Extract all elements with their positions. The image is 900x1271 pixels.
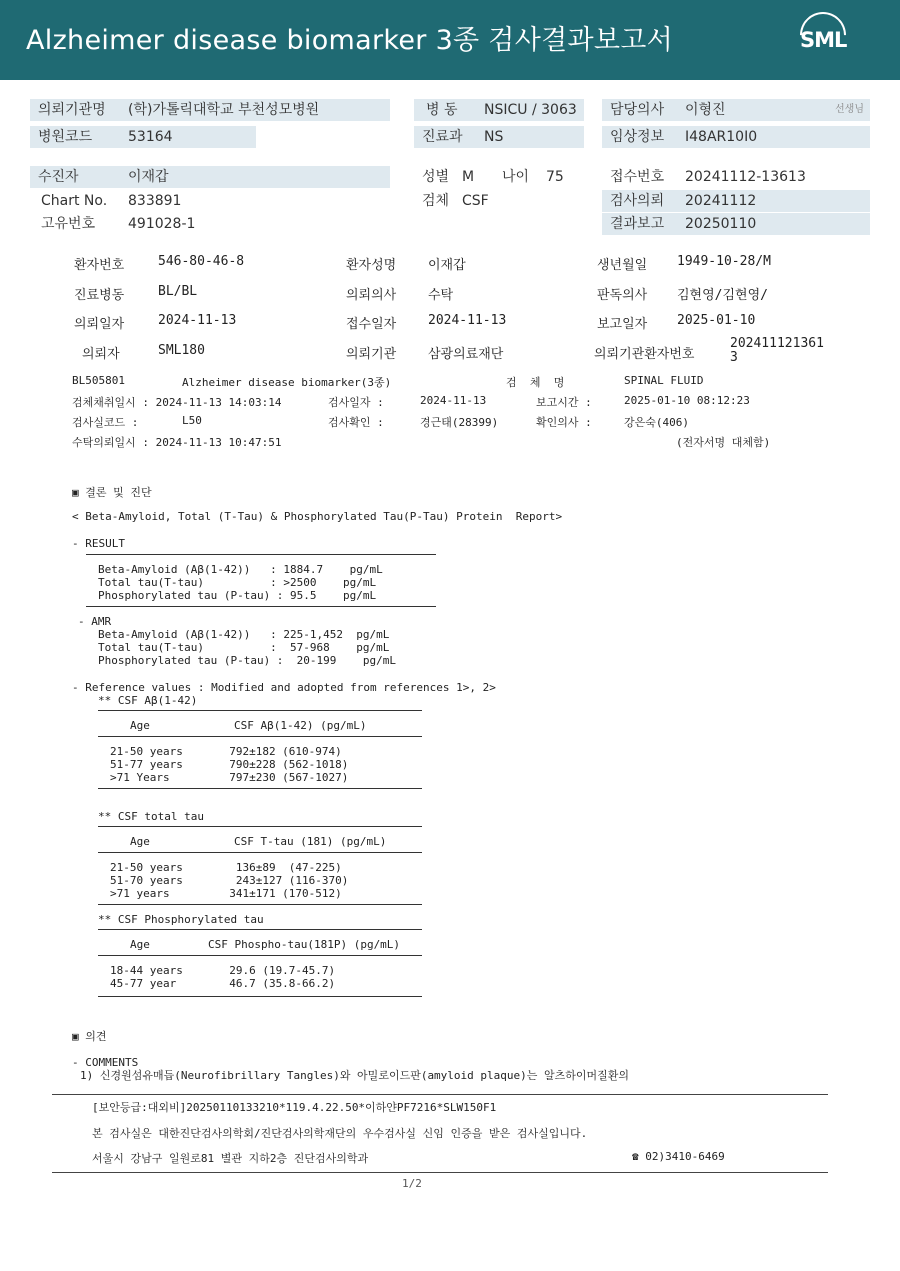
grid-r1-label3: 생년월일 — [597, 258, 648, 273]
result-row-ptau: Phosphorylated tau (P-tau) : 95.5 pg/mL — [98, 589, 377, 602]
request-label: 검사의뢰 — [610, 193, 665, 209]
grid-r1-value1: 546-80-46-8 — [158, 254, 245, 269]
security-line: [보안등급:대외비]20250110133210*119.4.22.50*이하얀PF7216*SLW150F1 — [92, 1101, 497, 1114]
grid-r4-label2: 의뢰기관 — [346, 347, 397, 362]
hospital-code-value: 53164 — [128, 129, 173, 145]
age-label: 나이 — [502, 169, 530, 185]
pt-ref-heading: ** CSF Phosphorylated tau — [98, 913, 264, 926]
chart-no-value: 833891 — [128, 193, 182, 209]
order-datetime: 수탁의뢰일시 : 2024-11-13 10:47:51 — [72, 436, 282, 449]
ab-col-age: Age — [130, 719, 150, 732]
page-number: 1/2 — [402, 1177, 422, 1190]
grid-r2-label3: 판독의사 — [597, 288, 648, 303]
ab-ref-heading: ** CSF Aβ(1-42) — [98, 694, 198, 707]
clinical-label: 임상정보 — [610, 129, 665, 145]
request-field — [602, 190, 870, 212]
result-heading: - RESULT — [72, 537, 125, 550]
test-confirm-label: 검사확인 : — [328, 416, 384, 429]
grid-r2-label2: 의뢰의사 — [346, 288, 397, 303]
grid-r2-value3: 김현영/김현영/ — [677, 288, 769, 303]
report-time-value: 2025-01-10 08:12:23 — [624, 394, 750, 407]
confirm-doctor-value: 강은숙(406) — [624, 416, 689, 429]
sml-logo — [792, 12, 854, 68]
grid-r2-label1: 진료병동 — [74, 288, 125, 303]
tt-ref-row: 21-50 years 136±89 (47-225) — [110, 861, 342, 874]
dept-label: 진료과 — [422, 129, 463, 145]
e-signature-note: (전자서명 대체함) — [676, 436, 771, 449]
lab-code-value: L50 — [182, 414, 202, 427]
test-confirm-value: 경근태(28399) — [420, 416, 499, 429]
amr-row-ttau: Total tau(T-tau) : 57-968 pg/mL — [98, 641, 390, 654]
grid-r3-value3: 2025-01-10 — [677, 313, 756, 328]
dept-value: NS — [484, 129, 504, 145]
address-line: 서울시 강남구 일원로81 별관 지하2층 진단검사의학과 — [92, 1152, 369, 1165]
divider — [98, 852, 422, 853]
grid-r4-value1: SML180 — [158, 343, 205, 358]
specimen-name-label: 검 체 명 — [506, 376, 565, 389]
specimen-field — [414, 190, 584, 212]
ward-value: NSICU / 3063 — [484, 102, 577, 118]
patient-value: 이재갑 — [128, 169, 169, 185]
grid-r3-label3: 보고일자 — [597, 317, 648, 332]
patient-field — [30, 166, 390, 188]
conclusion-heading: ▣ 결론 및 진단 — [72, 486, 152, 499]
divider — [98, 955, 422, 956]
age-value: 75 — [546, 169, 564, 185]
amr-heading: - AMR — [78, 615, 112, 628]
ab-ref-row: 51-77 years 790±228 (562-1018) — [110, 758, 349, 771]
pt-col-value: CSF Phospho-tau(181P) (pg/mL) — [208, 938, 401, 951]
test-date-label: 검사일자 : — [328, 396, 384, 409]
test-name: Alzheimer disease biomarker(3종) — [182, 376, 392, 389]
tt-ref-heading: ** CSF total tau — [98, 810, 204, 823]
divider — [98, 904, 422, 905]
report-header — [0, 0, 900, 80]
doctor-label: 담당의사 — [610, 102, 665, 118]
report-time-label: 보고시간 : — [536, 396, 592, 409]
specimen-name-value: SPINAL FLUID — [624, 374, 704, 387]
receipt-label: 접수번호 — [610, 169, 665, 185]
hospital-code-field — [30, 126, 256, 148]
comment-line-1: 1) 신경원섬유매듭(Neurofibrillary Tangles)와 아밀로이드판(amyloid plaque)는 알츠하이머질환의 — [80, 1069, 630, 1082]
collection-datetime: 검체채취일시 : 2024-11-13 14:03:14 — [72, 396, 282, 409]
grid-r4-label1: 의뢰자 — [82, 347, 120, 362]
divider — [98, 929, 422, 930]
institution-value: (학)가톨릭대학교 부천성모병원 — [128, 102, 320, 118]
grid-r1-value2: 이재갑 — [428, 258, 466, 273]
institution-field — [30, 99, 390, 121]
confirm-doctor-label: 확인의사 : — [536, 416, 592, 429]
comments-heading: - COMMENTS — [72, 1056, 139, 1069]
ward-field — [414, 99, 584, 121]
patient-label: 수진자 — [38, 169, 79, 185]
report-date-label: 결과보고 — [610, 216, 665, 232]
report-title: Alzheimer disease biomarker 3종 검사결과보고서 — [26, 25, 673, 56]
grid-r3-value1: 2024-11-13 — [158, 313, 237, 328]
footer-top-rule — [52, 1094, 828, 1095]
doctor-suffix: 선생님 — [835, 104, 864, 115]
grid-r3-value2: 2024-11-13 — [428, 313, 507, 328]
logo-text: SML — [800, 28, 847, 52]
specimen-label: 검체 — [422, 193, 450, 209]
result-row-abeta: Beta-Amyloid (Aβ(1-42)) : 1884.7 pg/mL — [98, 563, 383, 576]
grid-r4-value3: 202411121361 — [730, 336, 824, 351]
divider — [98, 996, 422, 997]
grid-r4-value3-cont: 3 — [730, 350, 738, 365]
grid-r1-value3: 1949-10-28/M — [677, 254, 771, 269]
specimen-value: CSF — [462, 193, 489, 209]
grid-r1-label2: 환자성명 — [346, 258, 397, 273]
grid-r2-value2: 수탁 — [428, 288, 454, 303]
ab-ref-row: >71 Years 797±230 (567-1027) — [110, 771, 349, 784]
hospital-code-label: 병원코드 — [38, 129, 93, 145]
pt-col-age: Age — [130, 938, 150, 951]
grid-r4-value2: 삼광의료재단 — [428, 347, 504, 362]
receipt-field — [602, 166, 870, 188]
institution-label: 의뢰기관명 — [38, 102, 106, 118]
report-date-field — [602, 213, 870, 235]
report-date-value: 20250110 — [685, 216, 757, 232]
tt-ref-row: 51-70 years 243±127 (116-370) — [110, 874, 349, 887]
opinion-heading: ▣ 의견 — [72, 1030, 107, 1043]
phone-line: ☎ 02)3410-6469 — [632, 1150, 725, 1163]
test-code: BL505801 — [72, 374, 125, 387]
request-value: 20241112 — [685, 193, 757, 209]
ab-ref-row: 21-50 years 792±182 (610-974) — [110, 745, 342, 758]
tt-ref-row: >71 years 341±171 (170-512) — [110, 887, 342, 900]
divider — [98, 736, 422, 737]
chart-no-label: Chart No. — [41, 193, 108, 209]
ab-col-value: CSF Aβ(1-42) (pg/mL) — [234, 719, 367, 732]
tt-col-age: Age — [130, 835, 150, 848]
result-row-ttau: Total tau(T-tau) : >2500 pg/mL — [98, 576, 377, 589]
lab-code-label: 검사실코드 : — [72, 416, 139, 429]
unique-no-value: 491028-1 — [128, 216, 196, 232]
doctor-value: 이형진 — [685, 102, 726, 118]
doctor-field — [602, 99, 870, 121]
divider — [86, 554, 436, 555]
sex-value: M — [462, 169, 475, 185]
divider — [98, 788, 422, 789]
amr-row-ptau: Phosphorylated tau (P-tau) : 20-199 pg/mL — [98, 654, 397, 667]
divider — [86, 606, 436, 607]
clinical-field — [602, 126, 870, 148]
dept-field — [414, 126, 584, 148]
test-date-value: 2024-11-13 — [420, 394, 487, 407]
grid-r2-value1: BL/BL — [158, 284, 198, 299]
report-subtitle: < Beta-Amyloid, Total (T-Tau) & Phosphorylated Tau(P-Tau) Protein Report> — [72, 510, 563, 523]
amr-row-abeta: Beta-Amyloid (Aβ(1-42)) : 225-1,452 pg/mL — [98, 628, 390, 641]
receipt-value: 20241112-13613 — [685, 169, 806, 185]
grid-r3-label1: 의뢰일자 — [74, 317, 125, 332]
grid-r1-label1: 환자번호 — [74, 258, 125, 273]
clinical-value: I48AR10I0 — [685, 129, 758, 145]
tt-col-value: CSF T-tau (181) (pg/mL) — [234, 835, 387, 848]
grid-r3-label2: 접수일자 — [346, 317, 397, 332]
divider — [98, 710, 422, 711]
divider — [98, 826, 422, 827]
sex-label: 성별 — [422, 169, 450, 185]
grid-r4-label3: 의뢰기관환자번호 — [594, 347, 695, 362]
pt-ref-row: 45-77 year 46.7 (35.8-66.2) — [110, 977, 336, 990]
footer-bottom-rule — [52, 1172, 828, 1173]
reference-heading: - Reference values : Modified and adopted from references 1>, 2> — [72, 681, 496, 694]
unique-no-label: 고유번호 — [41, 216, 96, 232]
chart-no-field — [30, 190, 390, 212]
ward-label: 병 동 — [426, 102, 458, 118]
unique-no-field — [30, 213, 390, 235]
pt-ref-row: 18-44 years 29.6 (19.7-45.7) — [110, 964, 336, 977]
sex-age-field — [414, 166, 584, 188]
certification-line: 본 검사실은 대한진단검사의학회/진단검사의학재단의 우수검사실 신임 인증을 받은 검사실입니다. — [92, 1127, 588, 1140]
